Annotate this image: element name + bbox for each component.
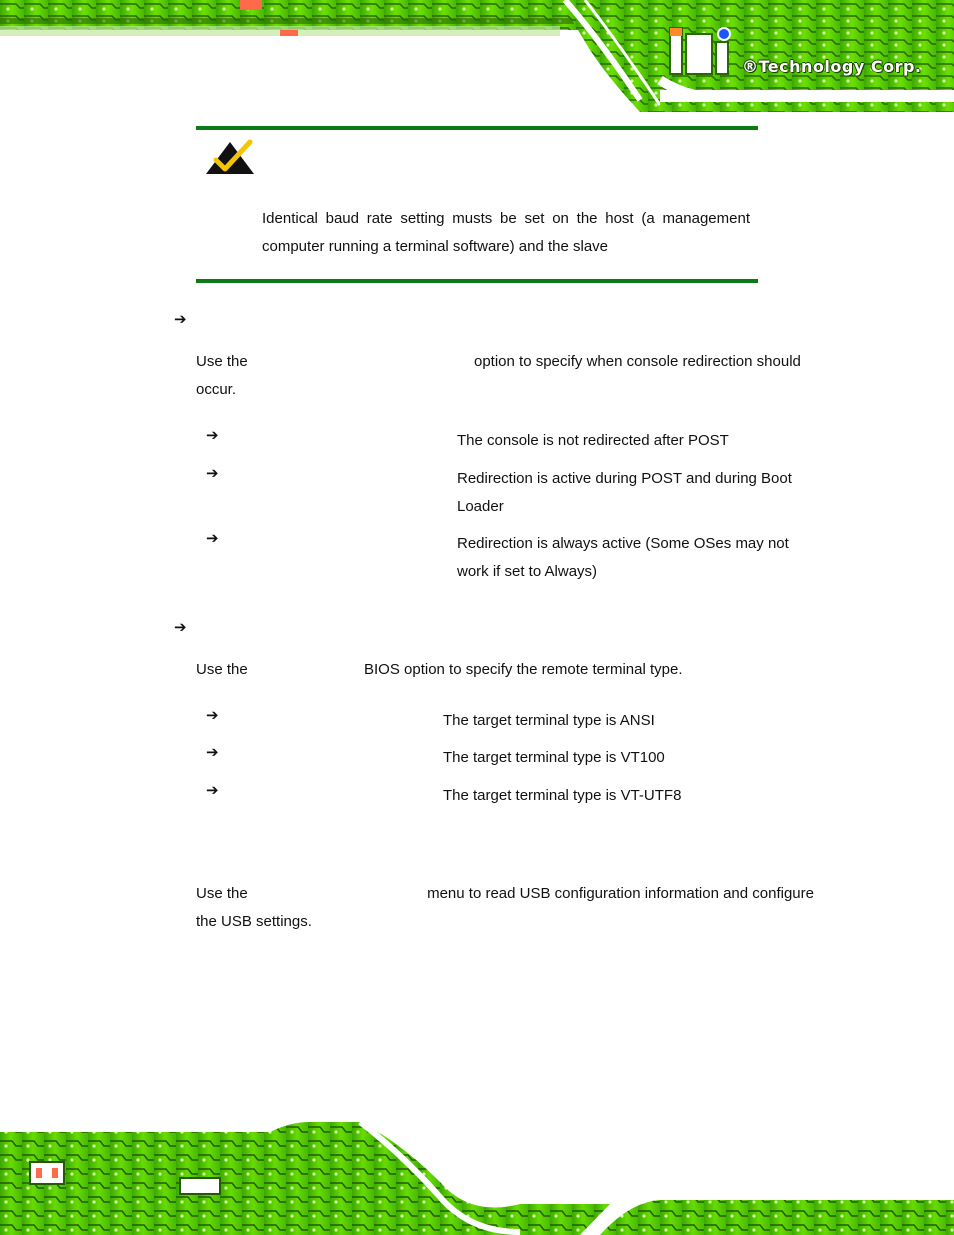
page-header-banner: [0, 0, 954, 112]
section1-intro: [196, 348, 814, 376]
option-bullet-arrow-icon: ➔: [206, 744, 219, 761]
intro-suffix: BIOS option to specify the remote terminal type.: [364, 661, 683, 678]
option-description: The target terminal type is VT100: [443, 749, 665, 766]
option-bullet-arrow-icon: ➔: [206, 465, 219, 482]
intro-prefix: Use the: [196, 661, 248, 678]
section-bullet-arrow-icon: ➔: [174, 311, 187, 328]
option-description: The console is not redirected after POST: [457, 432, 729, 449]
option-description: The target terminal type is ANSI: [443, 712, 655, 729]
intro-prefix: Use the: [196, 885, 248, 902]
option-description: Redirection is always active (Some OSes may not: [457, 535, 789, 552]
section3-intro-line2: the USB settings.: [196, 913, 312, 930]
intro-suffix: option to specify when console redirection should: [474, 353, 801, 370]
note-top-rule: [196, 126, 758, 130]
option-description-line2: work if set to Always): [457, 563, 598, 580]
option-bullet-arrow-icon: ➔: [206, 530, 219, 547]
note-text: Identical baud rate setting musts be set on the host (a management computer running a terminal software) and the slave: [262, 210, 750, 255]
section2-intro: [196, 656, 814, 684]
option-description-line2: Loader: [457, 498, 504, 515]
circuit-board-banner: [0, 0, 954, 112]
intro-suffix: menu to read USB configuration information and configure: [427, 885, 814, 902]
section3-intro: [196, 880, 814, 908]
page-footer-banner: [0, 1122, 954, 1235]
note-bottom-rule: [196, 279, 758, 283]
option-description: Redirection is active during POST and during Boot: [457, 470, 792, 487]
circuit-board-footer: [0, 1122, 954, 1235]
option-bullet-arrow-icon: ➔: [206, 707, 219, 724]
check-note-icon: [204, 136, 256, 176]
company-logo-text: ®Technology Corp.: [742, 57, 922, 76]
option-bullet-arrow-icon: ➔: [206, 782, 219, 799]
section-bullet-arrow-icon: ➔: [174, 619, 187, 636]
intro-prefix: Use the: [196, 353, 248, 370]
option-description: The target terminal type is VT-UTF8: [443, 787, 682, 804]
section1-intro-line2: occur.: [196, 381, 237, 398]
option-bullet-arrow-icon: ➔: [206, 427, 219, 444]
